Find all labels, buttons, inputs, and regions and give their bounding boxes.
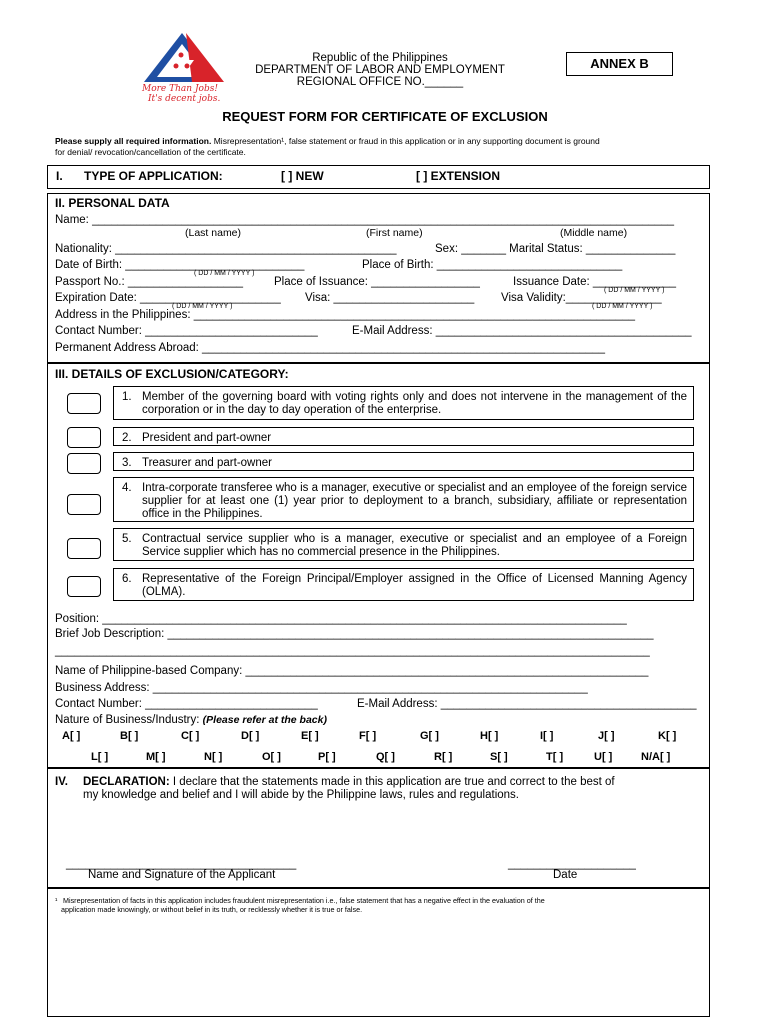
- visa-validity-field[interactable]: Visa Validity:_______________: [501, 292, 662, 304]
- last-name-caption: (Last name): [185, 227, 242, 239]
- header-department: DEPARTMENT OF LABOR AND EMPLOYMENT: [255, 64, 505, 76]
- date-line[interactable]: ____________________: [508, 858, 636, 870]
- category-text: President and part-owner: [142, 432, 272, 444]
- declaration-block: [55, 776, 695, 802]
- header-republic: Republic of the Philippines: [312, 52, 448, 64]
- annex-label: ANNEX B: [566, 52, 673, 76]
- industry-option-q[interactable]: Q[ ]: [376, 751, 395, 763]
- option-new[interactable]: [ ] NEW: [281, 169, 324, 183]
- category-checkbox-4[interactable]: [67, 494, 101, 515]
- category-number: 2.: [122, 432, 132, 444]
- category-checkbox-5[interactable]: [67, 538, 101, 559]
- section-title: TYPE OF APPLICATION:: [84, 169, 223, 183]
- category-text: Member of the governing board with voting rights only and does not intervene in the management of the corporation or in the day to day operation of the enterprise.: [142, 391, 687, 416]
- signature-label: Name and Signature of the Applicant: [88, 869, 276, 881]
- category-item-1: [113, 386, 694, 420]
- instructions-text-2: for denial/ revocation/cancellation of the certificate.: [55, 147, 246, 157]
- middle-name-caption: (Middle name): [560, 227, 628, 239]
- agency-header: [230, 52, 530, 88]
- passport-number-field[interactable]: Passport No.: __________________: [55, 276, 243, 288]
- date-format-hint: ( DD / MM / YYYY ): [194, 270, 255, 277]
- first-name-caption: (First name): [366, 227, 423, 239]
- industry-option-p[interactable]: P[ ]: [318, 751, 336, 763]
- category-text: Treasurer and part-owner: [142, 457, 272, 469]
- industry-option-r[interactable]: R[ ]: [434, 751, 453, 763]
- section-number: I.: [56, 169, 63, 183]
- industry-option-k[interactable]: K[ ]: [658, 730, 677, 742]
- category-text: Representative of the Foreign Principal/Employer assigned in the Office of Licensed Manning Agency (OLMA).: [142, 573, 687, 598]
- industry-option-l[interactable]: L[ ]: [91, 751, 109, 763]
- brief-job-description-field[interactable]: Brief Job Description: ____________________________________________________________________________: [55, 628, 654, 640]
- industry-option-u[interactable]: U[ ]: [594, 751, 613, 763]
- name-field[interactable]: Name: ___________________________________________________________________________________________: [55, 214, 675, 226]
- industry-option-e[interactable]: E[ ]: [301, 730, 319, 742]
- declaration-text: I declare that the statements made in this application are true and correct to the best of: [169, 776, 615, 788]
- form-title: REQUEST FORM FOR CERTIFICATE OF EXCLUSION: [222, 109, 548, 124]
- industry-option-o[interactable]: O[ ]: [262, 751, 281, 763]
- category-number: 3.: [122, 457, 132, 469]
- industry-option-n[interactable]: N[ ]: [204, 751, 223, 763]
- instructions: [55, 136, 715, 158]
- job-description-continuation-line[interactable]: _____________________________________________________________________________________________: [55, 645, 650, 657]
- section-title: III. DETAILS OF EXCLUSION/CATEGORY:: [55, 367, 289, 381]
- nationality-field[interactable]: Nationality: ____________________________________________: [55, 243, 397, 255]
- position-field[interactable]: Position: __________________________________________________________________________________: [55, 613, 627, 625]
- permanent-address-abroad-field[interactable]: Permanent Address Abroad: _______________________________________________________________: [55, 342, 605, 354]
- category-checkbox-2[interactable]: [67, 427, 101, 448]
- footnote-mark: ¹: [55, 896, 58, 905]
- place-of-issuance-field[interactable]: Place of Issuance: _________________: [274, 276, 480, 288]
- industry-option-f[interactable]: F[ ]: [359, 730, 377, 742]
- industry-option-s[interactable]: S[ ]: [490, 751, 508, 763]
- expiration-date-field[interactable]: Expiration Date: ______________________: [55, 292, 281, 304]
- industry-option-h[interactable]: H[ ]: [480, 730, 499, 742]
- category-number: 5.: [122, 533, 132, 545]
- company-contact-number-field[interactable]: Contact Number: ___________________________: [55, 698, 318, 710]
- category-number: 1.: [122, 391, 132, 403]
- footnote-text: Misrepresentation of facts in this application includes fraudulent misrepresentation i.e., false statement that has a negative effect in the evaluation of the: [63, 896, 545, 905]
- date-format-hint: ( DD / MM / YYYY ): [172, 303, 233, 310]
- contact-number-field[interactable]: Contact Number: ___________________________: [55, 325, 318, 337]
- section-title: II. PERSONAL DATA: [55, 196, 170, 210]
- logo-tagline-2: It's decent jobs.: [148, 94, 221, 104]
- category-number: 6.: [122, 573, 132, 585]
- issuance-date-field[interactable]: Issuance Date: _____________: [513, 276, 677, 288]
- section-type-of-application: [47, 165, 710, 189]
- nature-of-business-text: Nature of Business/Industry:: [55, 714, 200, 726]
- category-checkbox-3[interactable]: [67, 453, 101, 474]
- category-checkbox-1[interactable]: [67, 393, 101, 414]
- section-number: IV.: [55, 776, 69, 788]
- email-address-field[interactable]: E-Mail Address: ________________________________________: [352, 325, 692, 337]
- place-of-birth-field[interactable]: Place of Birth: _____________________________: [362, 259, 623, 271]
- industry-option-i[interactable]: I[ ]: [540, 730, 554, 742]
- industry-option-j[interactable]: J[ ]: [598, 730, 615, 742]
- date-of-birth-field[interactable]: Date of Birth: ____________________________: [55, 259, 305, 271]
- industry-option-t[interactable]: T[ ]: [546, 751, 564, 763]
- signature-line[interactable]: ____________________________________: [66, 858, 297, 870]
- sex-marital-status-field[interactable]: Sex: _______ Marital Status: ______________: [435, 243, 676, 255]
- company-name-field[interactable]: Name of Philippine-based Company: _______________________________________________________________: [55, 665, 649, 677]
- date-label: Date: [553, 869, 578, 881]
- category-item-2: [113, 427, 694, 446]
- date-format-hint: ( DD / MM / YYYY ): [604, 287, 665, 294]
- industry-option-b[interactable]: B[ ]: [120, 730, 139, 742]
- industry-option-m[interactable]: M[ ]: [146, 751, 166, 763]
- nature-of-business-note: (Please refer at the back): [202, 714, 327, 726]
- industry-option-na[interactable]: N/A[ ]: [641, 751, 671, 763]
- nature-of-business-label: [55, 714, 327, 726]
- footnote: [55, 896, 695, 914]
- category-item-5: [113, 528, 694, 561]
- company-email-field[interactable]: E-Mail Address: ________________________________________: [357, 698, 697, 710]
- footnote-text-2: application made knowingly, or without belief in its truth, or recklessly whether it is true or false.: [61, 905, 363, 914]
- category-checkbox-6[interactable]: [67, 576, 101, 597]
- header-regional-office: REGIONAL OFFICE NO.______: [296, 76, 464, 88]
- option-extension[interactable]: [ ] EXTENSION: [416, 169, 501, 183]
- date-format-hint: ( DD / MM / YYYY ): [592, 303, 653, 310]
- category-text: Intra-corporate transferee who is a manager, executive or specialist and an employee of the foreign service supplier for at least one (1) year prior to deployment to a branch, subsidiary, affiliate or representation office in the Philippines.: [142, 482, 687, 520]
- category-item-4: [113, 477, 694, 522]
- instructions-bold: Please supply all required information.: [55, 136, 212, 146]
- business-address-field[interactable]: Business Address: ____________________________________________________________________: [55, 682, 588, 694]
- category-item-3: [113, 452, 694, 471]
- category-number: 4.: [122, 482, 132, 494]
- visa-field[interactable]: Visa: ______________________: [305, 292, 475, 304]
- declaration-text-2: my knowledge and belief and I will abide by the Philippine laws, rules and regulations.: [83, 789, 519, 801]
- category-item-6: [113, 568, 694, 601]
- category-text: Contractual service supplier who is a manager, executive or specialist and an employee of a Foreign Service supplier which has no commercial presence in the Philippines.: [142, 533, 687, 558]
- industry-option-d[interactable]: D[ ]: [241, 730, 260, 742]
- industry-option-c[interactable]: C[ ]: [181, 730, 200, 742]
- logo-tagline-1: More Than Jobs!: [142, 84, 218, 94]
- industry-option-g[interactable]: G[ ]: [420, 730, 439, 742]
- industry-option-a[interactable]: A[ ]: [62, 730, 81, 742]
- declaration-title: DECLARATION:: [83, 776, 170, 788]
- philippine-address-field[interactable]: Address in the Philippines: _____________________________________________________________________: [55, 309, 636, 321]
- instructions-text: Misrepresentation¹, false statement or fraud in this application or in any supporting document is ground: [211, 136, 600, 146]
